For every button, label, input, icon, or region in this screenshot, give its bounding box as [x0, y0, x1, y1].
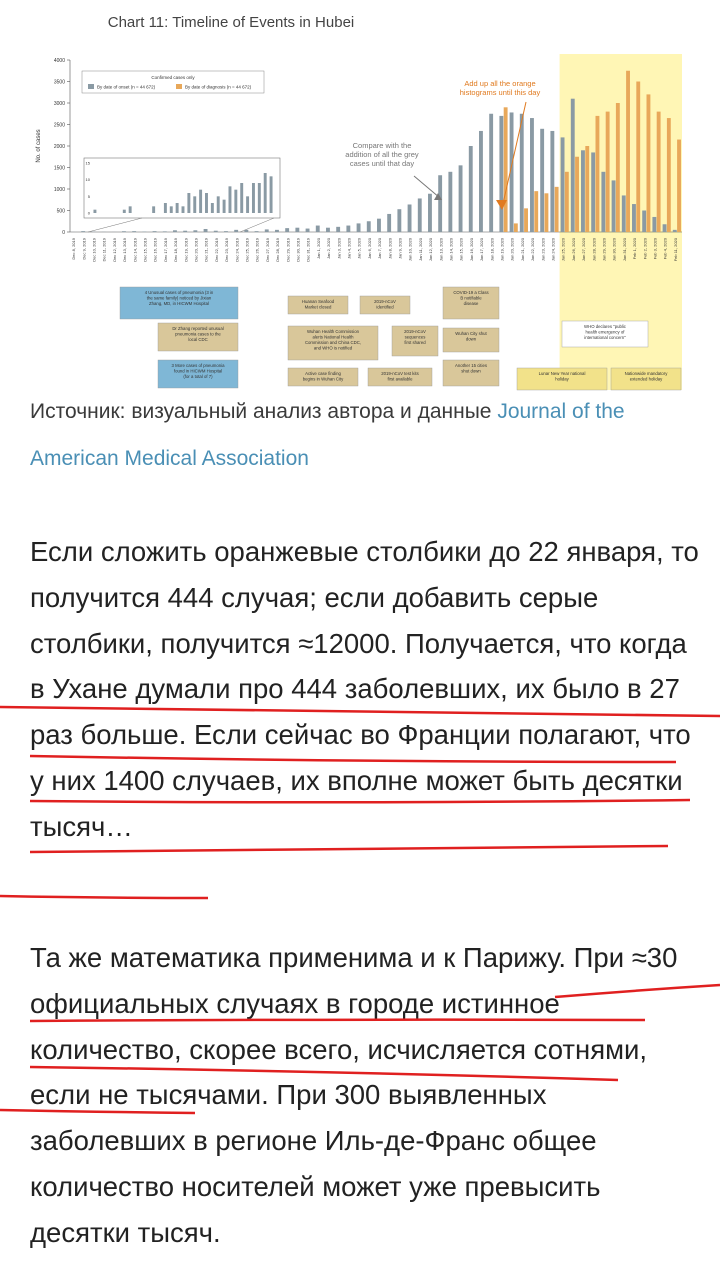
inset-bar [270, 176, 273, 213]
event-box-text: Lunar New Year national holiday [538, 371, 586, 382]
onset-bar [295, 228, 299, 232]
y-tick-label: 3500 [53, 79, 65, 86]
onset-bar [285, 228, 289, 232]
onset-bar [489, 114, 493, 232]
article-paragraph-2: Та же математика применима и к Парижу. При ≈30 официальных случаях в городе истинное количество, скорее всего, исчисляется сотнями, если не тысячами. При 300 выявленных заболевших в регионе Иль-де-Франс общее количество носителей может уже превысить десятки тысяч. [30, 942, 678, 1248]
inset-bar [152, 206, 155, 213]
legend-label-onset: By date of onset (n = 44 672) [97, 84, 156, 90]
diagnosis-bar [504, 107, 508, 232]
x-tick-label: Jan 17, 2020 [479, 238, 485, 262]
onset-bar [336, 227, 340, 232]
x-tick-label: Dec 24, 2019 [234, 238, 240, 262]
event-box-text: Wuhan Health Commission alerts National Health Commission and China CDC, and WHO is notified [304, 329, 362, 351]
onset-bar [550, 131, 554, 232]
inset-bar [223, 200, 226, 213]
x-tick-label: Jan 5, 2020 [356, 238, 362, 259]
y-axis-label: No. of cases [36, 129, 42, 163]
x-tick-label: Jan 20, 2020 [509, 238, 515, 262]
inset-y-tick-label: 5 [87, 193, 90, 199]
x-tick-label: Feb 3, 2020 [652, 238, 658, 260]
onset-bar [652, 217, 656, 232]
diagnosis-bar [626, 71, 630, 232]
inset-bar [246, 196, 249, 213]
onset-bar [499, 116, 503, 232]
y-tick-label: 1000 [53, 187, 65, 193]
x-tick-label: Jan 6, 2020 [366, 238, 372, 259]
x-tick-label: Feb 1, 2020 [632, 238, 638, 260]
caption-prefix: Источник: визуальный анализ автора и данные [30, 400, 498, 423]
y-tick-label: 500 [56, 208, 65, 215]
x-tick-label: Jan 24, 2020 [550, 238, 556, 262]
onset-bar [622, 195, 626, 232]
x-tick-label: Dec 14, 2019 [132, 238, 138, 262]
legend-swatch-diagnosis [176, 84, 182, 89]
onset-bar [428, 194, 432, 232]
legend-swatch-onset [88, 84, 94, 89]
onset-bar [530, 118, 534, 232]
x-tick-label: Dec 30, 2019 [295, 238, 301, 262]
event-box-text: Wuhan City shut down [455, 331, 487, 342]
x-tick-label: Jan 21, 2020 [519, 238, 525, 262]
onset-bar [612, 180, 616, 232]
onset-bar [326, 228, 330, 232]
onset-bar [448, 172, 452, 232]
inset-connector-right [240, 218, 274, 232]
diagnosis-bar [585, 146, 589, 232]
inset-bar [193, 196, 196, 213]
plot-area [36, 54, 682, 390]
x-tick-label: Jan 1, 2020 [315, 238, 321, 259]
inset-bar [93, 210, 96, 213]
onset-bar [540, 129, 544, 232]
onset-bar [632, 204, 636, 232]
inset-bar [234, 190, 237, 213]
onset-bar [459, 165, 463, 232]
onset-bar [387, 214, 391, 232]
x-tick-label: Jan 10, 2020 [407, 238, 413, 262]
onset-bar [255, 231, 259, 232]
inset-bar [164, 203, 167, 213]
event-box-text: COVID-19 a Class B notifiable disease [453, 290, 489, 306]
x-tick-label: Jan 31, 2020 [621, 238, 627, 262]
onset-bar [438, 175, 442, 232]
x-tick-label: Jan 13, 2020 [438, 238, 444, 262]
onset-bar [132, 231, 136, 232]
x-tick-label: Jan 8, 2020 [387, 238, 393, 259]
onset-bar [377, 219, 381, 232]
diagnosis-bar [616, 103, 620, 232]
inset-bar [199, 190, 202, 213]
diagnosis-bar [596, 116, 600, 232]
diagnosis-bar [636, 82, 640, 233]
event-box-text: 3 More cases of pneumonia found in HICWM Hospital (for a total of 7) [171, 363, 225, 379]
onset-bar [122, 231, 126, 232]
onset-bar [204, 229, 208, 232]
inset-bar [187, 193, 190, 213]
x-tick-label: Dec 12, 2019 [111, 238, 117, 262]
onset-bar [346, 226, 350, 232]
legend-title: Confirmed cases only [151, 75, 195, 80]
diagnosis-bar [606, 112, 610, 232]
onset-bar [642, 211, 646, 233]
source-link[interactable]: Journal of the American Medical Association [30, 400, 625, 470]
x-tick-label: Dec 21, 2019 [203, 238, 209, 262]
diagnosis-bar [514, 223, 518, 232]
onset-bar [224, 231, 228, 232]
x-tick-label: Jan 16, 2020 [468, 238, 474, 262]
diagnosis-bar [677, 140, 681, 232]
x-tick-label: Feb 2, 2020 [642, 238, 648, 260]
x-tick-label: Jan 23, 2020 [540, 238, 546, 262]
onset-bar [418, 198, 422, 232]
inset-bar [211, 203, 214, 213]
onset-bar [214, 231, 218, 232]
onset-bar [479, 131, 483, 232]
image-caption [30, 388, 690, 482]
inset-bar [229, 186, 232, 213]
diagnosis-bar [657, 112, 661, 232]
x-tick-label: Dec 9, 2019 [81, 238, 87, 260]
x-tick-label: Dec 26, 2019 [254, 238, 260, 262]
onset-bar [173, 230, 177, 232]
x-tick-label: Jan 3, 2020 [336, 238, 342, 259]
event-box-text: 2019-nCoV identified [374, 299, 396, 310]
x-tick-label: Dec 11, 2019 [101, 238, 107, 262]
x-tick-label: Feb 11, 2020 [672, 238, 678, 262]
diagnosis-bar [565, 172, 569, 232]
red-underline-5 [0, 896, 208, 898]
chart-title: Chart 11: Timeline of Events in Hubei [107, 14, 355, 31]
x-tick-label: Jan 2, 2020 [326, 238, 332, 259]
onset-bar [520, 114, 524, 232]
x-tick-label: Jan 27, 2020 [581, 238, 587, 262]
x-tick-label: Dec 20, 2019 [193, 238, 199, 262]
x-tick-label: Dec 17, 2019 [162, 238, 168, 262]
inset-bar [123, 210, 126, 213]
y-tick-label: 4000 [53, 58, 65, 64]
x-tick-label: Jan 11, 2020 [417, 238, 423, 261]
y-tick-label: 3000 [53, 101, 65, 107]
grey-annotation-text: Compare with the addition of all the grey cases until that day [345, 141, 419, 168]
x-tick-label: Jan 22, 2020 [530, 237, 536, 262]
inset-bar [240, 183, 243, 213]
inset-bar [170, 206, 173, 213]
event-box-text: 2019-nCoV sequences first shared [404, 329, 426, 345]
x-tick-label: Dec 18, 2019 [173, 238, 179, 262]
x-tick-label: Jan 9, 2020 [397, 238, 403, 259]
event-box-text: WHO declares "public health emergency of international concern" [584, 324, 626, 340]
x-tick-label: Dec 28, 2019 [275, 238, 281, 262]
inset-bar [176, 203, 179, 213]
x-tick-label: Dec 19, 2019 [183, 238, 189, 262]
onset-bar [357, 223, 361, 232]
y-tick-label: 0 [62, 230, 65, 236]
grey-arrow [414, 176, 440, 198]
article-paragraph-1: Если сложить оранжевые столбики до 22 января, то получится 444 случая; если добавить серые столбики, получится ≈12000. Получается, что когда в Ухане думали про 444 заболевших, их было в 27 раз больше. Если сейчас во Франции полагают, что у них 1400 случаев, их вполне может быть десятки тысяч… [30, 536, 699, 842]
x-tick-label: Jan 14, 2020 [448, 238, 454, 262]
onset-bar [265, 229, 269, 232]
inset-bar [252, 183, 255, 213]
x-tick-label: Dec 25, 2019 [244, 238, 250, 262]
x-tick-label: Dec 16, 2019 [152, 238, 158, 262]
onset-bar [234, 230, 238, 232]
legend-label-diagnosis: By date of diagnosis (n = 44 672) [185, 84, 252, 90]
x-tick-label: Jan 19, 2020 [499, 238, 505, 262]
event-box-text: Nationwide mandatory extended holiday [624, 371, 668, 382]
inset-bar [258, 183, 261, 213]
event-box-text: Huanan Seafood Market closed [301, 299, 335, 310]
diagnosis-bar [534, 191, 538, 232]
onset-bar [673, 230, 677, 232]
inset-y-tick-label: 10 [85, 177, 90, 183]
inset-y-tick-label: 15 [85, 160, 90, 166]
onset-bar [316, 226, 320, 232]
diagnosis-bar [524, 208, 528, 232]
chart-svg [30, 0, 692, 392]
x-tick-label: Jan 28, 2020 [591, 238, 597, 262]
y-tick-label: 2000 [53, 144, 65, 150]
x-tick-label: Dec 22, 2019 [213, 238, 219, 262]
event-box-text: 4 Unusual cases of pneumonia (3 in the same family) noticed by Jixian Zhang, MD, in HICWM Hospital [144, 290, 214, 306]
onset-bar [601, 172, 605, 232]
onset-bar [275, 230, 279, 232]
inset-bar [205, 193, 208, 213]
x-tick-label: Jan 7, 2020 [377, 238, 383, 259]
event-box-text: Active case finding begins in Wuhan City [302, 371, 344, 382]
x-tick-label: Jan 4, 2020 [346, 238, 352, 259]
x-tick-label: Feb 4, 2020 [662, 238, 668, 260]
y-tick-label: 2500 [53, 122, 65, 129]
diagnosis-bar [545, 193, 549, 232]
onset-bar [183, 231, 187, 232]
onset-bar [408, 204, 412, 232]
onset-bar [591, 152, 595, 232]
inset-bar [264, 173, 267, 213]
inset-bar [182, 206, 185, 213]
x-tick-label: Dec 23, 2019 [224, 238, 230, 262]
x-tick-label: Jan 12, 2020 [428, 238, 434, 262]
diagnosis-bar [667, 118, 671, 232]
orange-annotation-text: Add up all the orange histograms until this day [459, 79, 541, 97]
x-tick-label: Jan 26, 2020 [570, 238, 576, 262]
inset-y-tick-label: 0 [87, 210, 90, 216]
onset-bar [561, 137, 565, 232]
event-box-text: 2019-nCoV test kits first available [381, 371, 419, 382]
inset-bar [129, 206, 132, 213]
x-tick-label: Jan 25, 2020 [560, 238, 566, 262]
x-tick-label: Dec 8, 2019 [71, 238, 77, 260]
x-tick-label: Jan 30, 2020 [611, 238, 617, 262]
onset-bar [367, 221, 371, 232]
inset-bar [217, 196, 220, 213]
x-tick-label: Dec 27, 2019 [264, 238, 270, 262]
onset-bar [306, 229, 310, 232]
onset-bar [581, 150, 585, 232]
onset-bar [163, 231, 167, 232]
x-tick-label: Jan 15, 2020 [458, 238, 464, 262]
x-tick-label: Dec 13, 2019 [122, 238, 128, 262]
x-tick-label: Jan 18, 2020 [489, 238, 495, 262]
diagnosis-bar [575, 157, 579, 232]
onset-bar [469, 146, 473, 232]
onset-bar [397, 209, 401, 232]
onset-bar [153, 231, 157, 232]
event-box-text: Another 15 cities shut down [454, 363, 488, 374]
inset-connector-left [88, 218, 142, 232]
y-tick-label: 1500 [53, 165, 65, 172]
x-tick-label: Dec 15, 2019 [142, 238, 148, 262]
onset-bar [663, 224, 667, 232]
x-tick-label: Dec 29, 2019 [285, 238, 291, 262]
onset-bar [571, 99, 575, 232]
x-tick-label: Jan 29, 2020 [601, 238, 607, 262]
onset-bar [81, 231, 85, 232]
onset-bar [193, 230, 197, 232]
event-box-text: Dr Zhang reported unusual pneumonia cases to the local CDC [172, 326, 224, 342]
x-tick-label: Dec 10, 2019 [91, 238, 97, 262]
x-tick-label: Dec 31, 2019 [305, 238, 311, 262]
timeline-chart-image [30, 0, 692, 392]
diagnosis-bar [555, 187, 559, 232]
diagnosis-bar [647, 94, 651, 232]
